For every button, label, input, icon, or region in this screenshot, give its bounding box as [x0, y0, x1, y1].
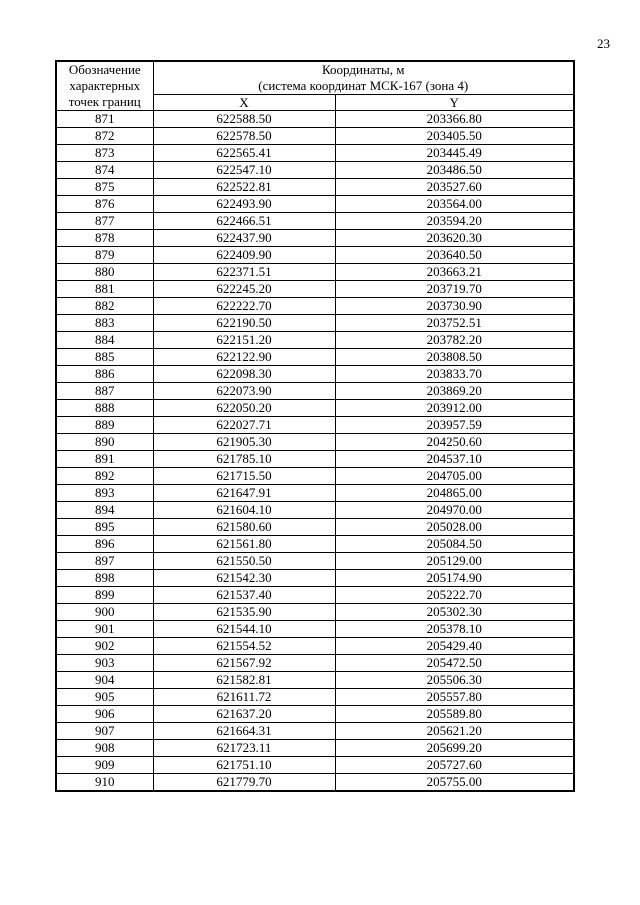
point-cell: 900 [56, 604, 153, 621]
y-coordinate-cell: 203663.21 [335, 264, 574, 281]
x-coordinate-cell: 622050.20 [153, 400, 335, 417]
x-coordinate-cell: 622222.70 [153, 298, 335, 315]
table-row [56, 672, 574, 689]
table-row [56, 706, 574, 723]
point-cell: 872 [56, 128, 153, 145]
table-row [56, 689, 574, 706]
point-cell: 904 [56, 672, 153, 689]
y-coordinate-cell: 205378.10 [335, 621, 574, 638]
x-column-header: X [153, 95, 335, 111]
y-coordinate-cell: 205589.80 [335, 706, 574, 723]
point-header-line-1: Обозначение [68, 62, 141, 77]
x-coordinate-cell: 622493.90 [153, 196, 335, 213]
point-cell: 896 [56, 536, 153, 553]
x-coordinate-cell: 622437.90 [153, 230, 335, 247]
y-coordinate-cell: 204537.10 [335, 451, 574, 468]
table-row [56, 655, 574, 672]
y-coordinate-cell: 203486.50 [335, 162, 574, 179]
point-cell: 879 [56, 247, 153, 264]
y-coordinate-cell: 204970.00 [335, 502, 574, 519]
x-coordinate-cell: 621567.92 [153, 655, 335, 672]
y-coordinate-cell: 205699.20 [335, 740, 574, 757]
x-coordinate-cell: 621611.72 [153, 689, 335, 706]
table-row [56, 332, 574, 349]
coordinates-table [55, 60, 575, 792]
x-coordinate-cell: 622073.90 [153, 383, 335, 400]
point-cell: 871 [56, 111, 153, 128]
x-coordinate-cell: 622565.41 [153, 145, 335, 162]
x-coordinate-cell: 621637.20 [153, 706, 335, 723]
point-cell: 888 [56, 400, 153, 417]
table-row [56, 281, 574, 298]
y-coordinate-cell: 205506.30 [335, 672, 574, 689]
table-row [56, 757, 574, 774]
x-coordinate-cell: 621715.50 [153, 468, 335, 485]
table-row [56, 366, 574, 383]
point-cell: 899 [56, 587, 153, 604]
point-cell: 901 [56, 621, 153, 638]
x-coordinate-cell: 621542.30 [153, 570, 335, 587]
table-row [56, 570, 574, 587]
point-cell: 908 [56, 740, 153, 757]
x-coordinate-cell: 621550.50 [153, 553, 335, 570]
table-row [56, 587, 574, 604]
point-cell: 897 [56, 553, 153, 570]
table-row [56, 604, 574, 621]
point-cell: 887 [56, 383, 153, 400]
y-coordinate-cell: 204705.00 [335, 468, 574, 485]
table-row [56, 179, 574, 196]
y-coordinate-cell: 205129.00 [335, 553, 574, 570]
table-row [56, 128, 574, 145]
table-row [56, 536, 574, 553]
point-header-line-3: точек границ [68, 94, 141, 109]
point-cell: 903 [56, 655, 153, 672]
y-coordinate-cell: 205621.20 [335, 723, 574, 740]
y-coordinate-cell: 203620.30 [335, 230, 574, 247]
point-cell: 878 [56, 230, 153, 247]
page-number: 23 [597, 36, 610, 51]
x-coordinate-cell: 622466.51 [153, 213, 335, 230]
x-coordinate-cell: 621544.10 [153, 621, 335, 638]
x-coordinate-cell: 621779.70 [153, 774, 335, 792]
table-row [56, 740, 574, 757]
table-row [56, 451, 574, 468]
x-coordinate-cell: 621785.10 [153, 451, 335, 468]
point-cell: 891 [56, 451, 153, 468]
y-coordinate-cell: 203808.50 [335, 349, 574, 366]
y-coordinate-cell: 205472.50 [335, 655, 574, 672]
x-coordinate-cell: 622588.50 [153, 111, 335, 128]
x-coordinate-cell: 622578.50 [153, 128, 335, 145]
x-coordinate-cell: 621751.10 [153, 757, 335, 774]
point-cell: 895 [56, 519, 153, 536]
x-coordinate-cell: 621647.91 [153, 485, 335, 502]
point-cell: 905 [56, 689, 153, 706]
y-coordinate-cell: 203527.60 [335, 179, 574, 196]
point-cell: 907 [56, 723, 153, 740]
point-cell: 875 [56, 179, 153, 196]
point-cell: 910 [56, 774, 153, 792]
point-cell: 880 [56, 264, 153, 281]
y-coordinate-cell: 203752.51 [335, 315, 574, 332]
point-cell: 885 [56, 349, 153, 366]
point-header-line-2: характерных [69, 78, 141, 93]
table-row [56, 349, 574, 366]
y-column-header: Y [335, 95, 574, 111]
point-cell: 881 [56, 281, 153, 298]
table-row [56, 315, 574, 332]
y-coordinate-cell: 204250.60 [335, 434, 574, 451]
table-row [56, 468, 574, 485]
y-coordinate-cell: 205755.00 [335, 774, 574, 792]
table-row [56, 400, 574, 417]
y-coordinate-cell: 203594.20 [335, 213, 574, 230]
table-row [56, 553, 574, 570]
y-coordinate-cell: 205302.30 [335, 604, 574, 621]
y-coordinate-cell: 203405.50 [335, 128, 574, 145]
table-row [56, 519, 574, 536]
y-coordinate-cell: 203869.20 [335, 383, 574, 400]
table-row [56, 213, 574, 230]
y-coordinate-cell: 205727.60 [335, 757, 574, 774]
x-coordinate-cell: 621604.10 [153, 502, 335, 519]
point-cell: 906 [56, 706, 153, 723]
table-row [56, 247, 574, 264]
table-body [56, 111, 574, 792]
y-coordinate-cell: 203719.70 [335, 281, 574, 298]
y-coordinate-cell: 205174.90 [335, 570, 574, 587]
x-coordinate-cell: 622122.90 [153, 349, 335, 366]
point-cell: 884 [56, 332, 153, 349]
point-cell: 902 [56, 638, 153, 655]
coordinates-column-header [153, 61, 574, 95]
x-coordinate-cell: 621905.30 [153, 434, 335, 451]
table-row [56, 774, 574, 792]
x-coordinate-cell: 621535.90 [153, 604, 335, 621]
point-cell: 877 [56, 213, 153, 230]
point-cell: 889 [56, 417, 153, 434]
point-cell: 873 [56, 145, 153, 162]
y-coordinate-cell: 203640.50 [335, 247, 574, 264]
table-row [56, 264, 574, 281]
table-row [56, 434, 574, 451]
point-cell: 886 [56, 366, 153, 383]
table-row [56, 638, 574, 655]
point-cell: 909 [56, 757, 153, 774]
table-row [56, 723, 574, 740]
point-cell: 876 [56, 196, 153, 213]
x-coordinate-cell: 622409.90 [153, 247, 335, 264]
x-coordinate-cell: 622547.10 [153, 162, 335, 179]
table-row [56, 502, 574, 519]
table-row [56, 417, 574, 434]
point-cell: 883 [56, 315, 153, 332]
x-coordinate-cell: 621723.11 [153, 740, 335, 757]
table-row [56, 230, 574, 247]
point-cell: 874 [56, 162, 153, 179]
point-cell: 893 [56, 485, 153, 502]
y-coordinate-cell: 203564.00 [335, 196, 574, 213]
table-row [56, 621, 574, 638]
table-row [56, 196, 574, 213]
table-header [56, 61, 574, 111]
table-row [56, 383, 574, 400]
y-coordinate-cell: 205084.50 [335, 536, 574, 553]
x-coordinate-cell: 622522.81 [153, 179, 335, 196]
point-column-header [56, 61, 153, 111]
y-coordinate-cell: 205429.40 [335, 638, 574, 655]
x-coordinate-cell: 622190.50 [153, 315, 335, 332]
x-coordinate-cell: 621582.81 [153, 672, 335, 689]
y-coordinate-cell: 205028.00 [335, 519, 574, 536]
y-coordinate-cell: 204865.00 [335, 485, 574, 502]
table-row [56, 162, 574, 179]
point-cell: 898 [56, 570, 153, 587]
y-coordinate-cell: 205222.70 [335, 587, 574, 604]
point-cell: 894 [56, 502, 153, 519]
x-coordinate-cell: 621554.52 [153, 638, 335, 655]
table-row [56, 485, 574, 502]
x-coordinate-cell: 621664.31 [153, 723, 335, 740]
y-coordinate-cell: 203912.00 [335, 400, 574, 417]
point-cell: 882 [56, 298, 153, 315]
y-coordinate-cell: 203957.59 [335, 417, 574, 434]
x-coordinate-cell: 621561.80 [153, 536, 335, 553]
table-row [56, 145, 574, 162]
x-coordinate-cell: 622151.20 [153, 332, 335, 349]
y-coordinate-cell: 203730.90 [335, 298, 574, 315]
y-coordinate-cell: 203445.49 [335, 145, 574, 162]
table-row [56, 111, 574, 128]
coordinates-header-line-2: (система координат МСК-167 (зона 4) [258, 78, 469, 93]
y-coordinate-cell: 203833.70 [335, 366, 574, 383]
y-coordinate-cell: 203782.20 [335, 332, 574, 349]
x-coordinate-cell: 622371.51 [153, 264, 335, 281]
table-row [56, 298, 574, 315]
point-cell: 892 [56, 468, 153, 485]
point-cell: 890 [56, 434, 153, 451]
x-coordinate-cell: 622245.20 [153, 281, 335, 298]
y-coordinate-cell: 203366.80 [335, 111, 574, 128]
x-coordinate-cell: 621537.40 [153, 587, 335, 604]
x-coordinate-cell: 621580.60 [153, 519, 335, 536]
x-coordinate-cell: 622027.71 [153, 417, 335, 434]
y-coordinate-cell: 205557.80 [335, 689, 574, 706]
x-coordinate-cell: 622098.30 [153, 366, 335, 383]
coordinates-header-line-1: Координаты, м [322, 62, 405, 77]
